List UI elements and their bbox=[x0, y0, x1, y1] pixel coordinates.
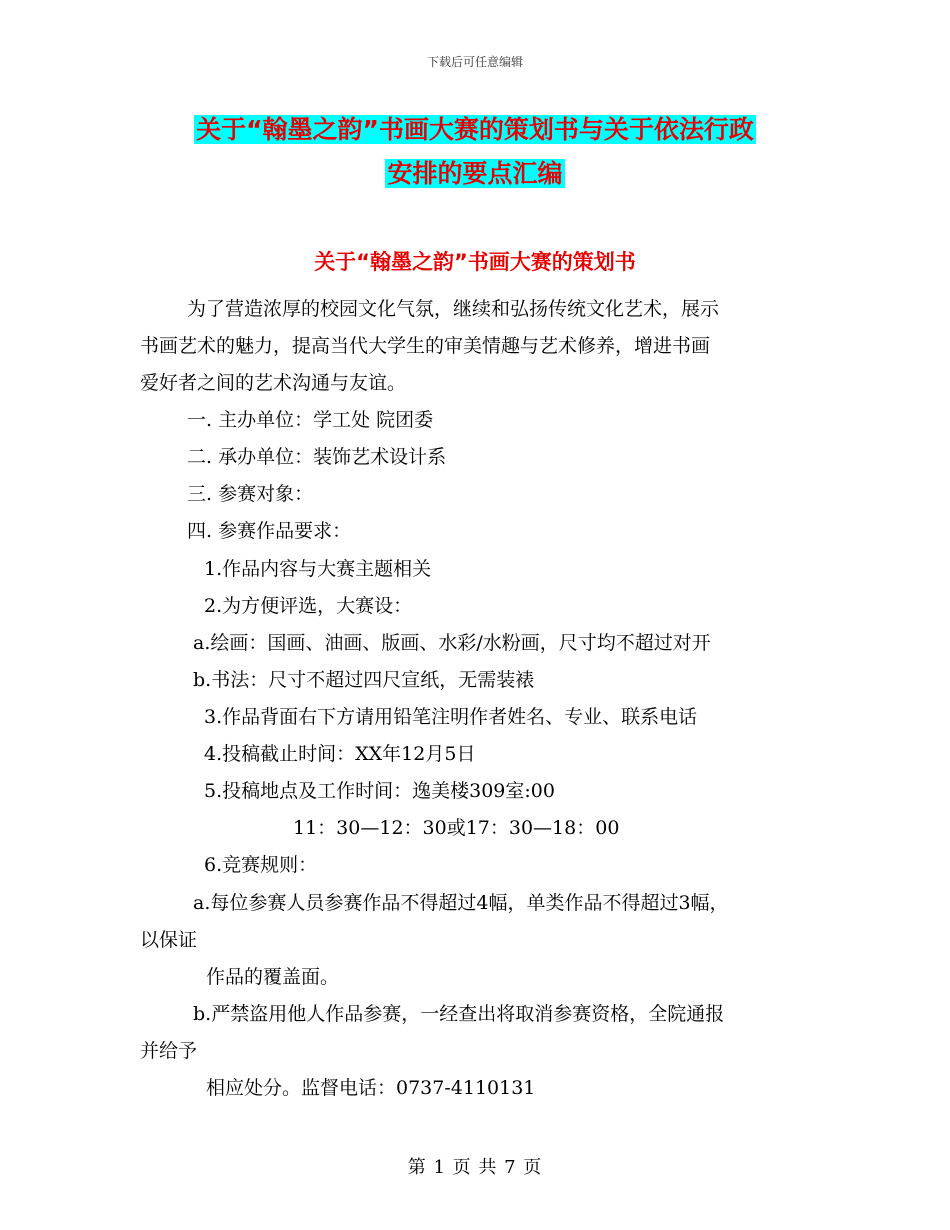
paragraph-line: 为了营造浓厚的校园文化气氛，继续和弘扬传统文化艺术，展示 bbox=[187, 298, 720, 320]
rule-b-line: 相应处分。监督电话：0737-4110131 bbox=[206, 1077, 536, 1099]
rule-a-line: a.每位参赛人员参赛作品不得超过4幅，单类作品不得超过3幅， bbox=[193, 892, 729, 914]
section-title: 关于“翰墨之韵”书画大赛的策划书 bbox=[314, 250, 636, 274]
rule-b-line: b.严禁盗用他人作品参赛，一经查出将取消参赛资格，全院通报 bbox=[193, 1003, 725, 1025]
requirement-3: 3.作品背面右下方请用铅笔注明作者姓名、专业、联系电话 bbox=[204, 706, 698, 728]
requirement-4: 4.投稿截止时间：XX年12月5日 bbox=[204, 743, 476, 765]
requirement-6: 6.竞赛规则： bbox=[204, 854, 318, 876]
rule-b-line: 并给予 bbox=[140, 1040, 198, 1062]
requirement-5-time: 11：30—12：30或17：30—18：00 bbox=[293, 817, 620, 839]
page-number-footer: 第 1 页 共 7 页 bbox=[407, 1157, 543, 1178]
header-note: 下载后可任意编辑 bbox=[426, 55, 523, 69]
main-title-line-2: 安排的要点汇编 bbox=[387, 159, 563, 188]
requirement-5: 5.投稿地点及工作时间：逸美楼309室:00 bbox=[204, 780, 555, 802]
requirement-2: 2.为方便评选，大赛设： bbox=[204, 595, 413, 617]
paragraph-line: 书画艺术的魅力，提高当代大学生的审美情趣与艺术修养，增进书画 bbox=[140, 335, 711, 357]
requirement-2b: b.书法：尺寸不超过四尺宣纸，无需装裱 bbox=[193, 669, 535, 691]
rule-a-line: 以保证 bbox=[140, 929, 198, 951]
requirement-2a: a.绘画：国画、油画、版画、水彩/水粉画，尺寸均不超过对开 bbox=[193, 632, 711, 654]
requirement-1: 1.作品内容与大赛主题相关 bbox=[204, 558, 432, 580]
paragraph-line: 爱好者之间的艺术沟通与友谊。 bbox=[140, 372, 407, 394]
rule-a-line: 作品的覆盖面。 bbox=[206, 966, 340, 988]
list-item-participants: 三. 参赛对象： bbox=[187, 483, 314, 505]
list-item-undertaker: 二. 承办单位：装饰艺术设计系 bbox=[187, 446, 447, 468]
list-item-requirements: 四. 参赛作品要求： bbox=[187, 520, 352, 542]
list-item-organizer: 一. 主办单位：学工处 院团委 bbox=[187, 409, 434, 431]
main-title-line-1: 关于“翰墨之韵”书画大赛的策划书与关于依法行政 bbox=[196, 115, 754, 144]
